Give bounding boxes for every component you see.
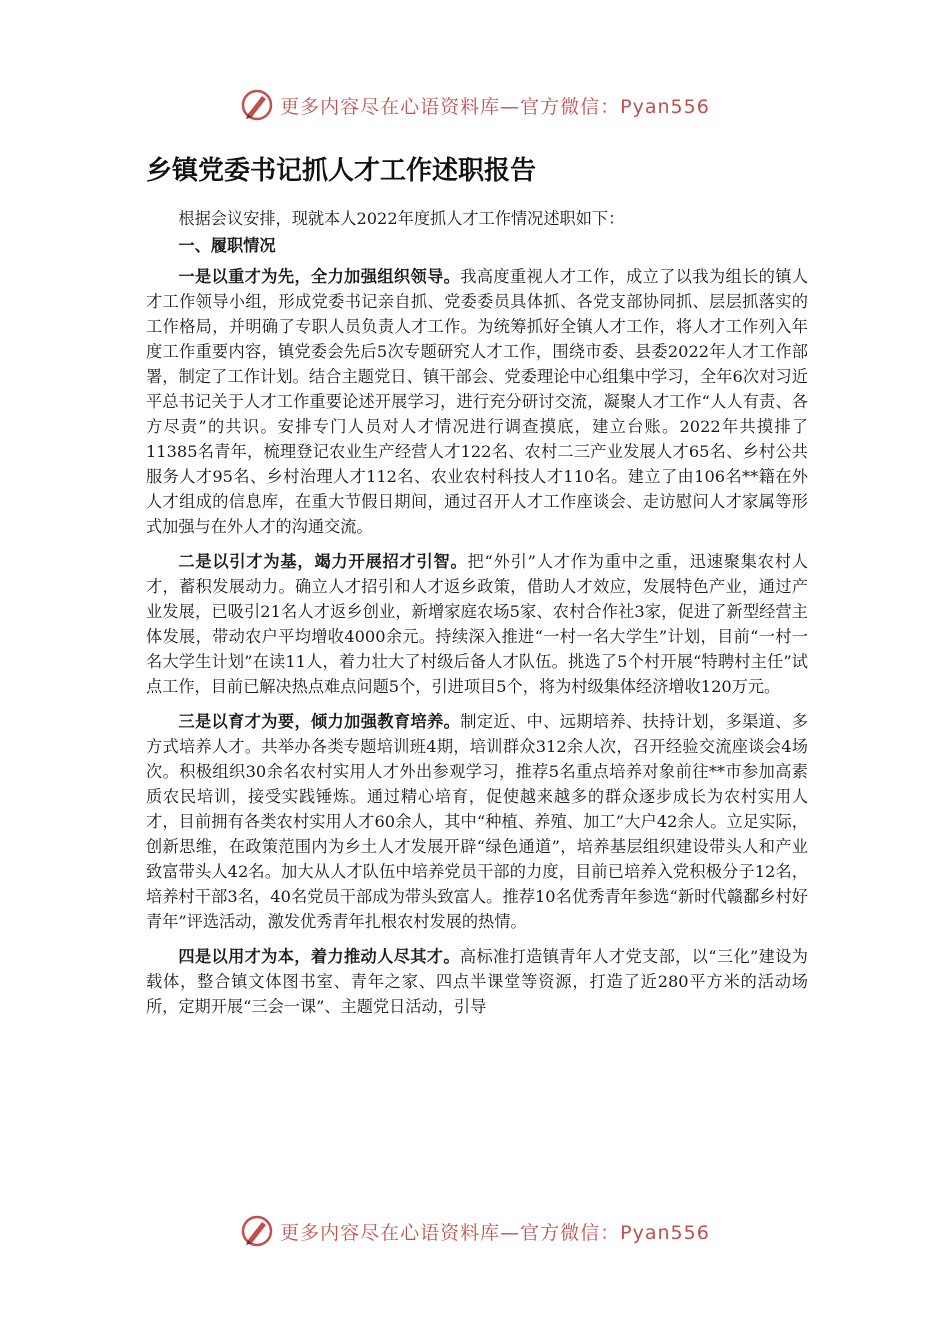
paragraph-text: 我高度重视人才工作，成立了以我为组长的镇人才工作领导小组，形成党委书记亲自抓、党委委员具体抓、各党支部协同抓、层层抓落实的工作格局，并明确了专职人员负责人才工作。为统筹抓好全镇人才工作，将人才工作列入年度工作重要内容，镇党委会先后5次专题研究人才工作，围绕市委、县委2022年人才工作部署，制定了工作计划。结合主题党日、镇干部会、党委理论中心组集中学习，全年6次对习近平总书记关于人才工作重要论述开展学习，进行充分研讨交流，凝聚人才工作“人人有责、各方尽责”的共识。安排专门人员对人才情况进行调查摸底，建立台账。2022年共摸排了11385名青年，梳理登记农业生产经营人才122名、农村二三产业发展人才65名、乡村公共服务人才95名、乡村治理人才112名、农业农村科技人才110名。建立了由106名**籍在外人才组成的信息库，在重大节假日期间，通过召开人才工作座谈会、走访慰问人才家属等形式加强与在外人才的沟通交流。 bbox=[146, 267, 808, 536]
document-body bbox=[146, 206, 808, 1029]
paragraph-lead: 二是以引才为基，竭力开展招才引智。 bbox=[178, 552, 468, 571]
section-heading: 一、履职情况 bbox=[178, 236, 276, 255]
paragraph-text: 制定近、中、远期培养、扶持计划，多渠道、多方式培养人才。共举办各类专题培训班4期，培训群众312余人次，召开经验交流座谈会4场次。积极组织30余名农村实用人才外出参观学习，推荐5名重点培养对象前往**市参加高素质农民培训，接受实践锤炼。通过精心培育，促使越来越多的群众逐步成长为农村实用人才，目前拥有各类农村实用人才60余人，其中“种植、养殖、加工”大户42余人。立足实际，创新思维，在政策范围内为乡土人才发展开辟“绿色通道”，培养基层组织建设带头人和产业致富带头人42名。加大从人才队伍中培养党员干部的力度，目前已培养入党积极分子12名，培养村干部3名，40名党员干部成为带头致富人。推荐10名优秀青年参选“新时代赣鄱乡村好青年”评选活动，激发优秀青年扎根农村发展的热情。 bbox=[146, 712, 808, 931]
paragraph-text: 把“外引”人才作为重中之重，迅速聚集农村人才，蓄积发展动力。确立人才招引和人才返乡政策，借助人才效应，发展特色产业，通过产业发展，已吸引21名人才返乡创业，新增家庭农场5家、农村合作社3家，促进了新型经营主体发展，带动农户平均增收4000余元。持续深入推进“一村一名大学生”计划，目前“一村一名大学生计划”在读11人，着力壮大了村级后备人才队伍。挑选了5个村开展“特聘村主任”试点工作，目前已解决热点难点问题5个，引进项目5个，将为村级集体经济增收120万元。 bbox=[146, 552, 808, 696]
paragraph-text: 高标准打造镇青年人才党支部，以“三化”建设为载体，整合镇文体图书室、青年之家、四点半课堂等资源，打造了近280平方米的活动场所，定期开展“三会一课”、主题党日活动，引导 bbox=[146, 947, 808, 1016]
paragraph-lead: 三是以育才为要，倾力加强教育培养。 bbox=[178, 712, 461, 731]
footer-banner bbox=[0, 1211, 950, 1251]
paragraph-2 bbox=[146, 549, 808, 699]
paragraph-lead: 四是以用才为本，着力推动人尽其才。 bbox=[178, 947, 460, 966]
banner-text: 更多内容尽在心语资料库—官方微信：Pyan556 bbox=[280, 1221, 710, 1244]
intro-paragraph: 根据会议安排，现就本人2022年度抓人才工作情况述职如下： bbox=[178, 209, 625, 228]
paragraph-1 bbox=[146, 264, 808, 539]
pen-logo-icon bbox=[240, 88, 274, 122]
paragraph-4 bbox=[146, 944, 808, 1019]
paragraph-3 bbox=[146, 709, 808, 934]
document-title: 乡镇党委书记抓人才工作述职报告 bbox=[146, 156, 537, 186]
paragraph-lead: 一是以重才为先，全力加强组织领导。 bbox=[178, 267, 461, 286]
header-banner bbox=[0, 85, 950, 125]
banner-text: 更多内容尽在心语资料库—官方微信：Pyan556 bbox=[280, 95, 710, 118]
pen-logo-icon bbox=[240, 1214, 274, 1248]
